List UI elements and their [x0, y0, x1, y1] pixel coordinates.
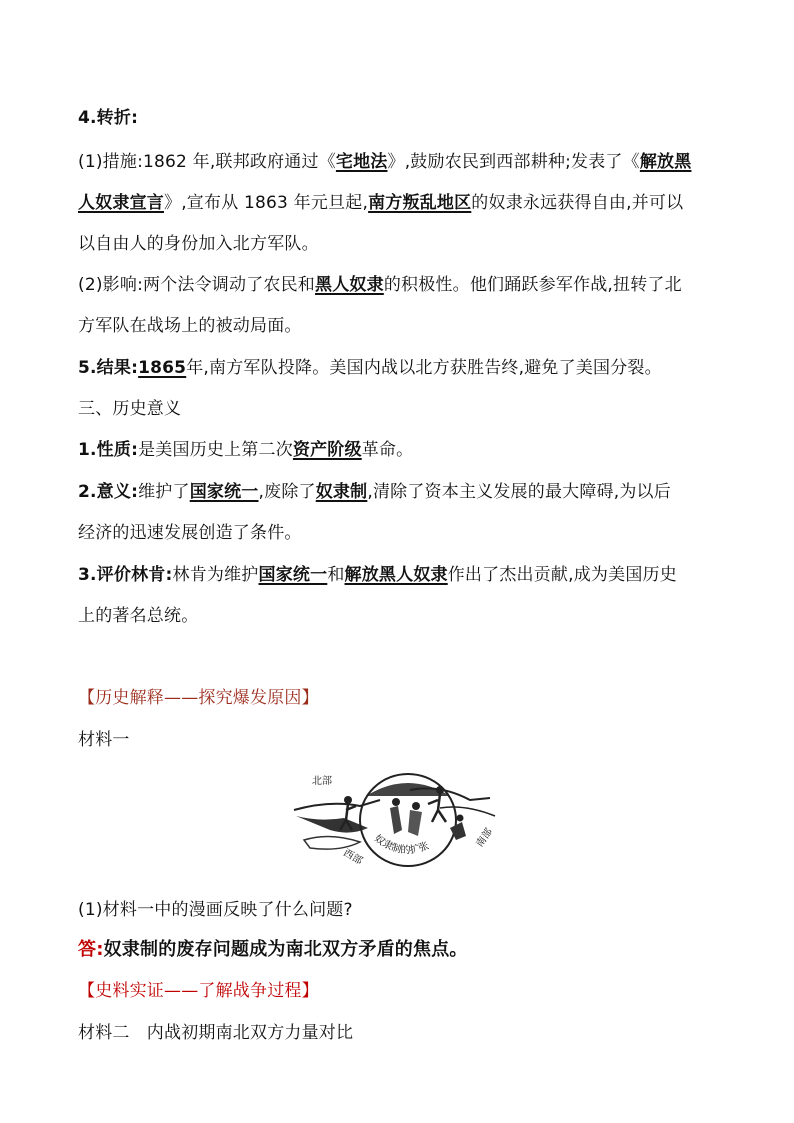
cartoon-south-label: 南部 [474, 826, 495, 850]
explain-section-title: 【历史解释——探究爆发原因】 [78, 688, 319, 708]
cartoon-arc-label: 奴隶制的扩张 [371, 833, 431, 857]
eval-national-unity: 国家统一 [258, 565, 328, 585]
rebel-areas: 南方叛乱地区 [368, 193, 472, 213]
section4-line4: (2)影响:两个法令调动了农民和黑人奴隶的积极性。他们踊跃参军作战,扭转了北 [78, 275, 682, 295]
material-one-label: 材料一 [78, 730, 130, 750]
emancipation-title-part2: 人奴隶宣言 [78, 193, 164, 213]
significance-line2: 经济的迅速发展创造了条件。 [78, 523, 302, 543]
section5-result: 5.结果:1865年,南方军队投降。美国内战以北方获胜告终,避免了美国分裂。 [78, 358, 662, 378]
section4-line2: 人奴隶宣言》,宣布从 1863 年元旦起,南方叛乱地区的奴隶永远获得自由,并可以 [78, 193, 684, 213]
homestead-act: 宅地法 [335, 152, 388, 172]
historical-significance-heading: 三、历史意义 [78, 399, 182, 419]
material-two-label: 材料二 内战初期南北双方力量对比 [78, 1023, 354, 1043]
cartoon-north-label: 北部 [312, 776, 332, 787]
slavery-expansion-cartoon [290, 770, 506, 870]
lincoln-eval-line1: 3.评价林肯:林肯为维护国家统一和解放黑人奴隶作出了杰出贡献,成为美国历史 [78, 565, 677, 585]
question-one: (1)材料一中的漫画反映了什么问题? [78, 900, 353, 920]
section4-line5: 方军队在战场上的被动局面。 [78, 316, 302, 336]
result-year: 1865 [138, 358, 187, 378]
answer-one: 答:奴隶制的废存问题成为南北双方矛盾的焦点。 [78, 939, 468, 960]
cartoon-west-label: 西部 [341, 847, 365, 868]
section4-line3: 以自由人的身份加入北方军队。 [78, 234, 319, 254]
bourgeois: 资产阶级 [292, 440, 362, 460]
slavery: 奴隶制 [315, 482, 368, 502]
eval-free-slaves: 解放黑人奴隶 [344, 565, 448, 585]
emancipation-title-part1: 解放黑 [639, 152, 692, 172]
answer-label: 答: [78, 939, 104, 960]
lincoln-eval-line2: 上的著名总统。 [78, 606, 199, 626]
evidence-section-title: 【史料实证——了解战争过程】 [78, 981, 319, 1001]
section4-line1: (1)措施:1862 年,联邦政府通过《宅地法》,鼓励农民到西部耕种;发表了《解放黑 [78, 152, 692, 172]
significance-line1: 2.意义:维护了国家统一,废除了奴隶制,清除了资本主义发展的最大障碍,为以后 [78, 482, 671, 502]
black-slaves: 黑人奴隶 [315, 275, 384, 295]
national-unity: 国家统一 [189, 482, 259, 502]
section4-heading: 4.转折: [78, 108, 139, 128]
nature-line: 1.性质:是美国历史上第二次资产阶级革命。 [78, 440, 414, 460]
